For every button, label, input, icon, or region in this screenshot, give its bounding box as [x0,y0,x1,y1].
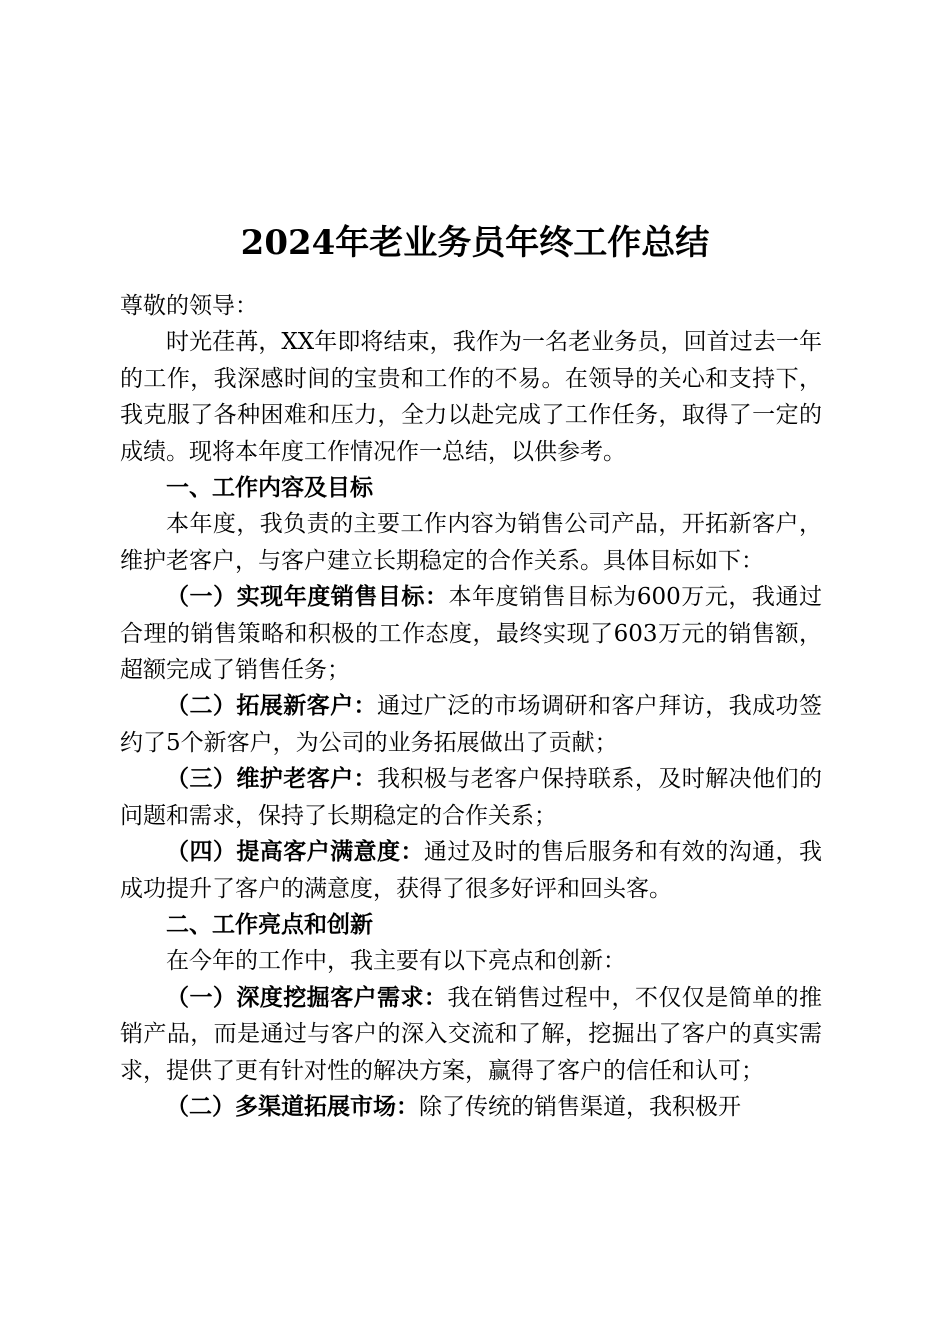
document-body [120,288,822,1125]
item-text: 通过广泛的市场调研和客户拜访，我成功签约了5个新客户，为公司的业务拓展做出了贡献； [120,693,822,756]
item-lead: （三）维护老客户： [166,765,377,793]
section-2-item-2 [120,1089,822,1125]
section-1-item-3 [120,761,822,834]
salutation: 尊敬的领导： [120,293,258,319]
section-1-item-1 [120,579,822,688]
item-text: 通过及时的售后服务和有效的沟通，我成功提升了客户的满意度，获得了很多好评和回头客。 [120,839,823,902]
section-1-paragraph: 本年度，我负责的主要工作内容为销售公司产品，开拓新客户，维护老客户，与客户建立长期稳定的合作关系。具体目标如下： [120,511,822,574]
item-text: 我在销售过程中，不仅仅是简单的推销产品，而是通过与客户的深入交流和了解，挖掘出了客户的真实需求，提供了更有针对性的解决方案，赢得了客户的信任和认可； [120,984,823,1084]
item-lead: （一）深度挖掘客户需求： [166,983,448,1011]
section-2-item-1 [120,980,822,1089]
section-heading-2: 二、工作亮点和创新 [166,911,373,938]
document-title: 2024年老业务员年终工作总结 [240,222,710,263]
section-1-item-4 [120,834,822,907]
intro-paragraph: 时光荏苒，XX年即将结束，我作为一名老业务员，回首过去一年的工作，我深感时间的宝贵和工作的不易。在领导的关心和支持下，我克服了各种困难和压力，全力以赴完成了工作任务，取得了一定的成绩。现将本年度工作情况作一总结，以供参考。 [120,329,822,465]
section-heading-1: 一、工作内容及目标 [166,475,373,502]
item-lead: （二）拓展新客户： [166,692,377,720]
item-lead: （二）多渠道拓展市场： [166,1092,419,1120]
item-lead: （四）提高客户满意度： [166,838,424,866]
item-text: 除了传统的销售渠道，我积极开 [419,1093,741,1120]
section-1-item-2 [120,688,822,761]
item-text: 本年度销售目标为600万元，我通过合理的销售策略和积极的工作态度，最终实现了603万元的销售额，超额完成了销售任务； [120,584,823,684]
section-2-paragraph: 在今年的工作中，我主要有以下亮点和创新： [166,948,626,975]
item-text: 我积极与老客户保持联系，及时解决他们的问题和需求，保持了长期稳定的合作关系； [120,766,822,829]
item-lead: （一）实现年度销售目标： [166,583,449,611]
